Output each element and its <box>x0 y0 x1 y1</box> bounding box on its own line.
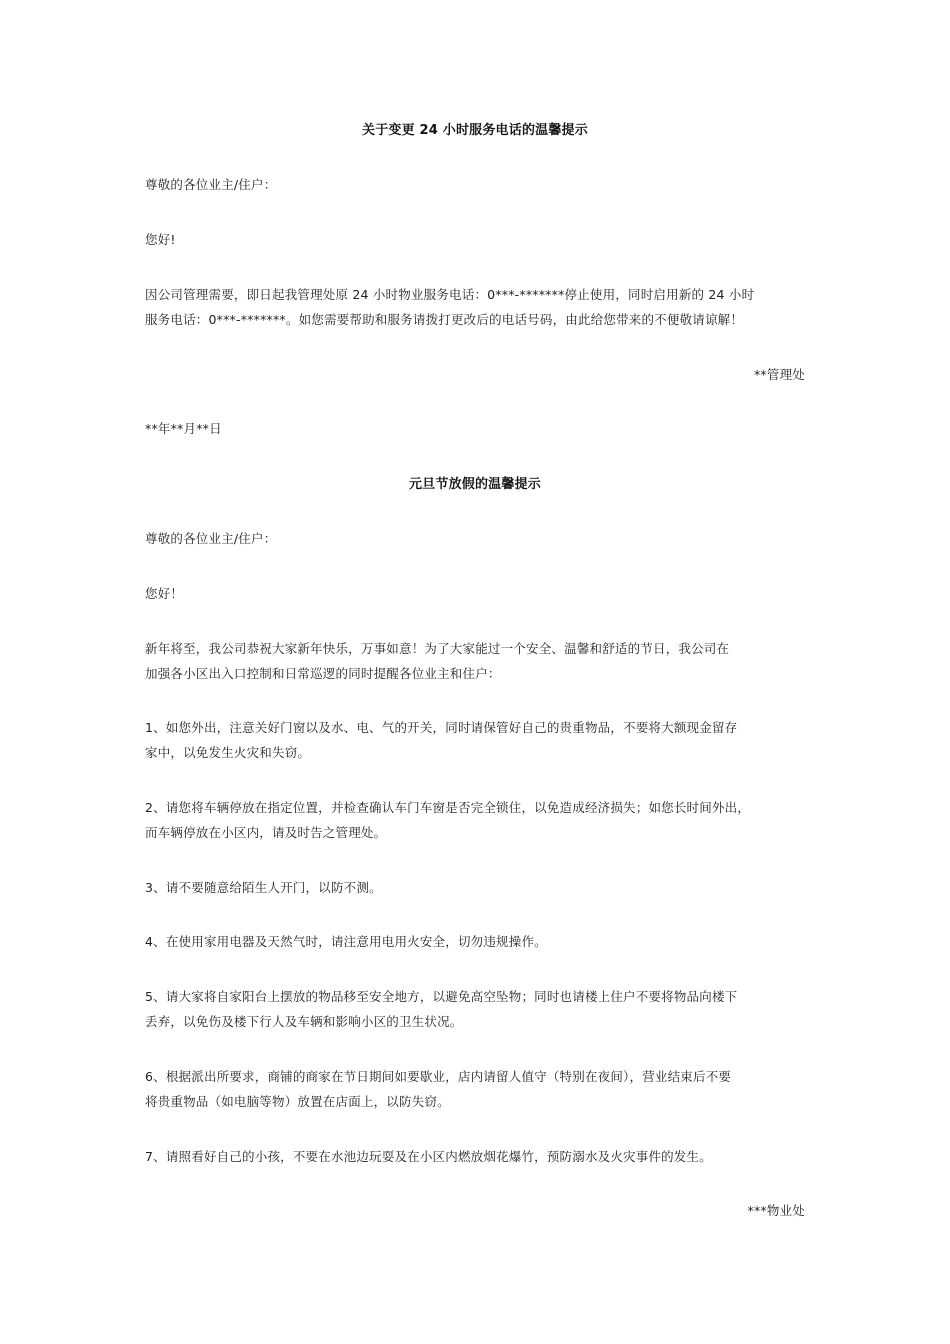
notice2-title: 元旦节放假的温馨提示 <box>408 477 541 492</box>
list-item-4: 4、在使用家用电器及天然气时，请注意用电用火安全，切勿违规操作。 <box>145 934 547 949</box>
list-item-3: 3、请不要随意给陌生人开门，以防不测。 <box>145 880 382 895</box>
notice2-salutation: 尊敬的各位业主/住户： <box>145 531 277 546</box>
notice2-intro-line2: 加强各小区出入口控制和日常巡逻的同时提醒各位业主和住户： <box>145 666 501 681</box>
notice1-signature: **管理处 <box>753 367 805 382</box>
list-item-1-line2: 家中，以免发生火灾和失窃。 <box>145 745 311 760</box>
notice1-salutation: 尊敬的各位业主/住户： <box>145 177 277 192</box>
list-item-2-line2: 而车辆停放在小区内，请及时告之管理处。 <box>145 825 387 840</box>
notice1-body-line1: 因公司管理需要，即日起我管理处原 24 小时物业服务电话：0***-*******停止使用，同时启用新的 24 小时 <box>145 287 755 302</box>
notice2-intro-line1: 新年将至，我公司恭祝大家新年快乐，万事如意！为了大家能过一个安全、温馨和舒适的节日，我公司在 <box>145 641 730 656</box>
list-item-5-line2: 丢弃，以免伤及楼下行人及车辆和影响小区的卫生状况。 <box>145 1014 463 1029</box>
notice2-greeting: 您好！ <box>145 586 184 601</box>
list-item-2-line1: 2、请您将车辆停放在指定位置，并检查确认车门车窗是否完全锁住，以免造成经济损失；如您长时间外出， <box>145 800 751 815</box>
notice2-signature: ***物业处 <box>747 1203 805 1218</box>
list-item-6-line1: 6、根据派出所要求，商铺的商家在节日期间如要歇业，店内请留人值守（特别在夜间），营业结束后不要 <box>145 1069 732 1084</box>
list-item-5-line1: 5、请大家将自家阳台上摆放的物品移至安全地方，以避免高空坠物；同时也请楼上住户不要将物品向楼下 <box>145 989 738 1004</box>
list-item-7: 7、请照看好自己的小孩，不要在水池边玩耍及在小区内燃放烟花爆竹，预防溺水及火灾事件的发生。 <box>145 1149 712 1164</box>
notice1-body-line2: 服务电话：0***-*******。如您需要帮助和服务请拨打更改后的电话号码，由此给您带来的不便敬请谅解！ <box>145 312 744 327</box>
notice1-date: **年**月**日 <box>145 421 222 436</box>
list-item-6-line2: 将贵重物品（如电脑等物）放置在店面上，以防失窃。 <box>145 1094 450 1109</box>
notice1-greeting: 您好! <box>145 232 176 247</box>
list-item-1-line1: 1、如您外出，注意关好门窗以及水、电、气的开关，同时请保管好自己的贵重物品，不要将大额现金留存 <box>145 720 738 735</box>
notice1-title: 关于变更 24 小时服务电话的温馨提示 <box>362 123 588 138</box>
